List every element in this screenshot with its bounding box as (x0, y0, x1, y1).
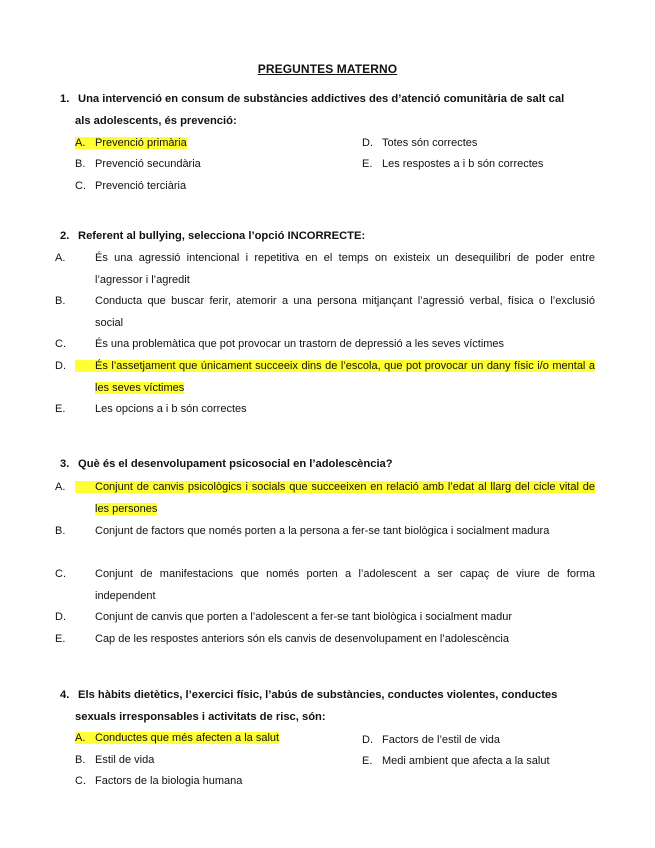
option-letter: E. (55, 633, 66, 645)
option-text: Conjunt de canvis psicològics i socials que succeeixen en relació amb l’edat al llarg del cicle vital de les persones (95, 481, 595, 515)
option-3a (55, 476, 595, 520)
option-text: Prevenció primària (95, 137, 187, 149)
option-1b (75, 153, 201, 175)
option-text: Les respostes a i b són correctes (382, 158, 544, 170)
option-text: Conjunt de canvis que porten a l’adolescent a fer-se tant biològica i socialment madur (95, 611, 513, 623)
option-4b (75, 749, 154, 771)
option-3d (55, 606, 595, 628)
option-letter: E. (362, 755, 373, 767)
option-3b (55, 520, 595, 542)
question-number: 1. (60, 93, 70, 105)
question-text: Els hàbits dietètics, l’exercici físic, l’abús de substàncies, conductes violentes, conductes (78, 689, 558, 701)
option-2c (55, 333, 595, 355)
question-text: Referent al bullying, selecciona l’opció INCORRECTE: (78, 230, 366, 242)
question-text-cont: sexuals irresponsables i activitats de risc, són: (75, 711, 326, 723)
option-letter: A. (75, 732, 86, 744)
option-text: És l’assetjament que únicament succeeix dins de l’escola, que pot provocar un dany físic i/o mental a les seves víctimes (95, 360, 595, 394)
option-letter: A. (75, 137, 86, 149)
option-letter: B. (75, 754, 86, 766)
page-title: PREGUNTES MATERNO (257, 62, 398, 76)
option-text: Prevenció terciària (95, 180, 187, 192)
question-1 (60, 88, 598, 132)
option-letter: D. (55, 360, 66, 372)
option-letter: C. (75, 180, 86, 192)
option-text: Medi ambient que afecta a la salut (382, 755, 550, 767)
option-letter: A. (55, 481, 66, 493)
question-number: 4. (60, 689, 70, 701)
option-text: Les opcions a i b són correctes (95, 403, 247, 415)
option-letter: E. (55, 403, 66, 415)
option-text: Conjunt de manifestacions que només porten a l’adolescent a ser capaç de viure de forma independent (95, 568, 595, 602)
option-2d (55, 355, 595, 399)
option-text: Prevenció secundària (95, 158, 201, 170)
option-2e (55, 398, 595, 420)
option-letter: E. (362, 158, 373, 170)
option-text: És una agressió intencional i repetitiva en el temps on existeix un desequilibri de poder entre l’agressor i l’agredit (95, 252, 595, 286)
option-letter: D. (55, 611, 66, 623)
option-text: Factors de la biologia humana (95, 775, 243, 787)
option-text: Estil de vida (95, 754, 155, 766)
option-text: Factors de l’estil de vida (382, 734, 500, 746)
question-text-cont: als adolescents, és prevenció: (75, 115, 237, 127)
question-2 (60, 225, 598, 247)
option-letter: D. (362, 734, 373, 746)
option-letter: B. (55, 295, 66, 307)
option-letter: B. (75, 158, 86, 170)
option-letter: A. (55, 252, 66, 264)
option-2a (55, 247, 595, 291)
option-letter: C. (75, 775, 86, 787)
option-1d (362, 132, 477, 154)
option-text: Conductes que més afecten a la salut (95, 732, 280, 744)
option-1a (75, 132, 187, 154)
option-text: Conducta que buscar ferir, atemorir a una persona mitjançant l’agressió verbal, física o l’exclusió social (95, 295, 595, 329)
option-letter: C. (55, 568, 66, 580)
question-4 (60, 684, 598, 728)
option-1c (75, 175, 186, 197)
question-number: 3. (60, 458, 70, 470)
option-2b (55, 290, 595, 334)
option-text: Conjunt de factors que només porten a la persona a fer-se tant biològica i socialment madura (95, 525, 550, 537)
option-4a (75, 727, 279, 749)
option-letter: D. (362, 137, 373, 149)
option-text: Cap de les respostes anteriors són els canvis de desenvolupament en l’adolescència (95, 633, 509, 645)
option-text: Totes són correctes (382, 137, 478, 149)
option-text: És una problemàtica que pot provocar un trastorn de depressió a les seves víctimes (95, 338, 505, 350)
option-3c (55, 563, 595, 607)
question-3 (60, 453, 598, 475)
option-4c (75, 770, 242, 792)
question-text: Una intervenció en consum de substàncies addictives des d’atenció comunitària de salt cal (78, 93, 565, 105)
option-3e (55, 628, 595, 650)
option-4e (362, 750, 550, 772)
option-4d (362, 729, 500, 751)
question-text: Què és el desenvolupament psicosocial en l’adolescència? (78, 458, 393, 470)
option-letter: C. (55, 338, 66, 350)
option-letter: B. (55, 525, 66, 537)
question-number: 2. (60, 230, 70, 242)
option-1e (362, 153, 543, 175)
